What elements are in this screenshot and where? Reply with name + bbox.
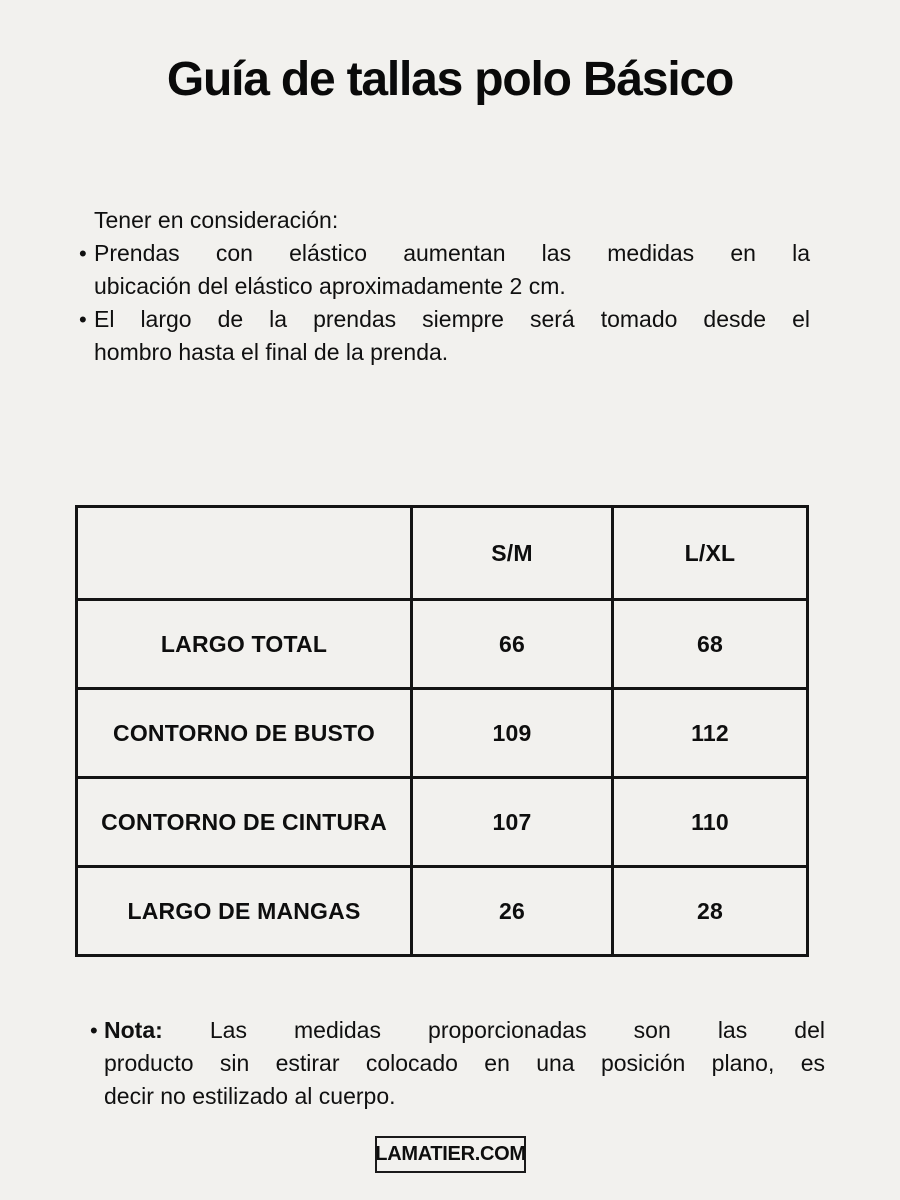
size-table bbox=[75, 505, 809, 957]
considerations-heading: Tener en consideración: bbox=[94, 207, 339, 233]
table-row bbox=[77, 867, 808, 956]
bullet-icon: • bbox=[79, 307, 87, 332]
bullet-icon: • bbox=[79, 241, 87, 266]
note-section bbox=[90, 1014, 825, 1113]
value-cell: 66 bbox=[412, 600, 613, 689]
list-item-line: Prendas con elástico aumentan las medidas en la bbox=[94, 240, 810, 266]
list-item-line: hombro hasta el final de la prenda. bbox=[94, 339, 449, 365]
row-label: LARGO TOTAL bbox=[77, 600, 412, 689]
list-item bbox=[79, 237, 810, 303]
value-cell: 28 bbox=[613, 867, 808, 956]
column-header-sm: S/M bbox=[412, 507, 613, 600]
row-label: LARGO DE MANGAS bbox=[77, 867, 412, 956]
value-cell: 110 bbox=[613, 778, 808, 867]
note-line: producto sin estirar colocado en una posición plano, es bbox=[104, 1050, 825, 1076]
note-line bbox=[104, 1014, 825, 1047]
list-item bbox=[79, 303, 810, 369]
brand-box bbox=[375, 1136, 526, 1173]
value-cell: 26 bbox=[412, 867, 613, 956]
list-item-line: ubicación del elástico aproximadamente 2 cm. bbox=[94, 273, 566, 299]
table-header-row bbox=[77, 507, 808, 600]
considerations-section bbox=[79, 204, 810, 369]
bullet-icon: • bbox=[90, 1018, 98, 1043]
corner-cell bbox=[77, 507, 412, 600]
row-label: CONTORNO DE BUSTO bbox=[77, 689, 412, 778]
page-title: Guía de tallas polo Básico bbox=[166, 53, 734, 106]
table-row bbox=[77, 600, 808, 689]
note-line-text: Las medidas proporcionadas son las del bbox=[209, 1017, 825, 1043]
table-row bbox=[77, 689, 808, 778]
note-line: decir no estilizado al cuerpo. bbox=[104, 1083, 396, 1109]
list-item-line: El largo de la prendas siempre será tomado desde el bbox=[94, 306, 810, 332]
value-cell: 112 bbox=[613, 689, 808, 778]
value-cell: 68 bbox=[613, 600, 808, 689]
brand-text: LAMATIER.COM bbox=[375, 1143, 526, 1165]
note-label: Nota: bbox=[104, 1017, 163, 1043]
row-label: CONTORNO DE CINTURA bbox=[77, 778, 412, 867]
table-row bbox=[77, 778, 808, 867]
value-cell: 107 bbox=[412, 778, 613, 867]
value-cell: 109 bbox=[412, 689, 613, 778]
column-header-lxl: L/XL bbox=[613, 507, 808, 600]
